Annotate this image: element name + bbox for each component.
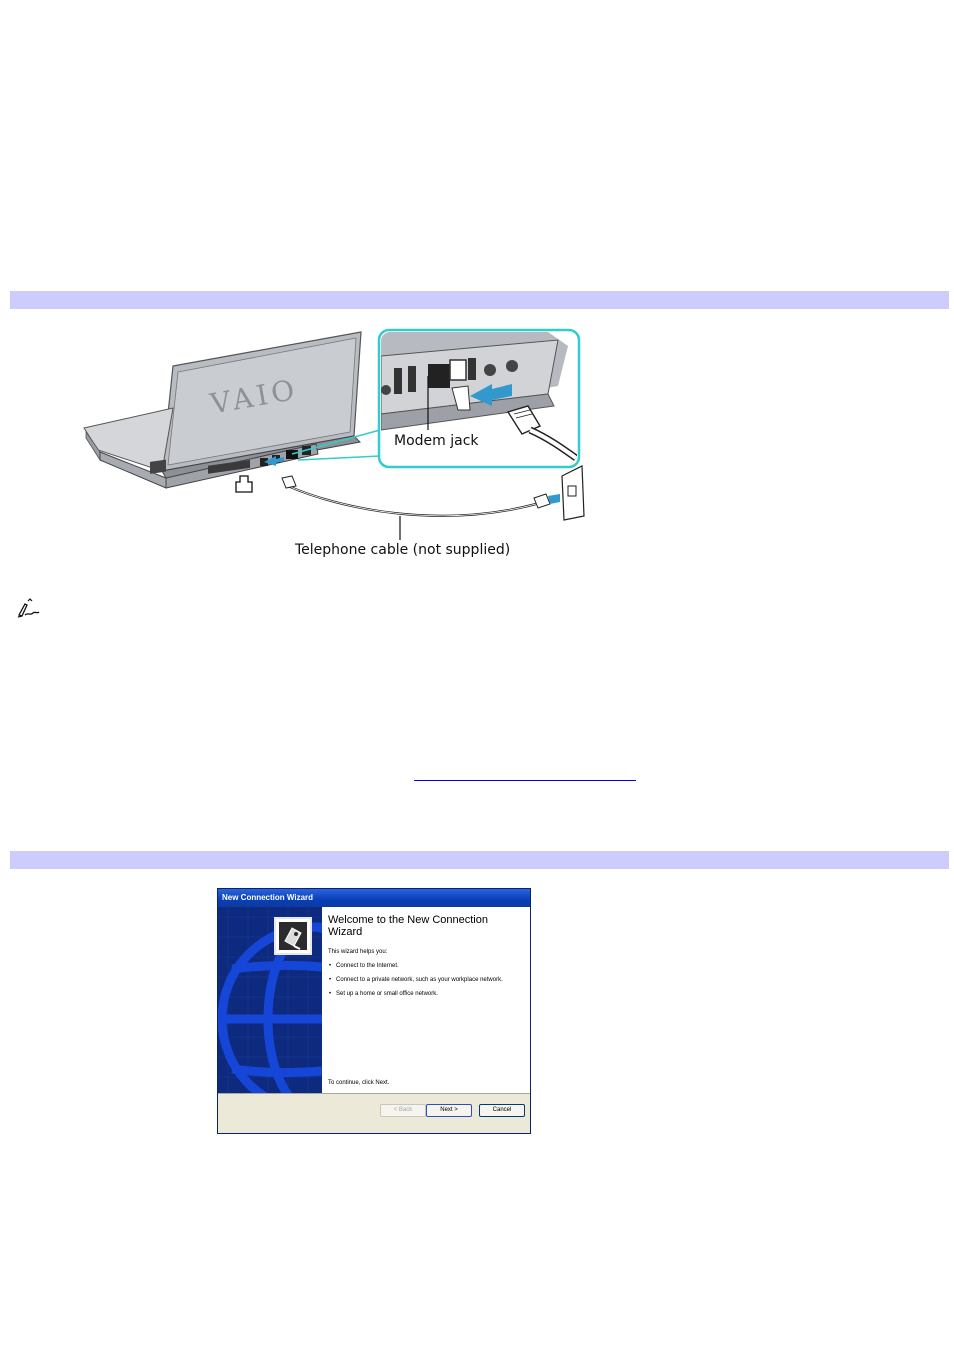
network-connection-icon xyxy=(274,917,312,955)
modem-jack-label: Modem jack xyxy=(394,433,479,449)
section-header-bar xyxy=(10,851,949,869)
next-button[interactable]: Next > xyxy=(426,1104,472,1117)
modem-connection-illustration xyxy=(78,326,590,566)
phone-port-icon xyxy=(236,476,252,492)
back-button[interactable]: < Back xyxy=(380,1104,426,1117)
laptop-modem-drawing xyxy=(78,326,590,566)
wizard-continue-text: To continue, click Next. xyxy=(328,1080,390,1086)
wizard-title-bar: New Connection Wizard xyxy=(218,889,530,907)
wizard-button-bar xyxy=(218,1093,530,1134)
svg-text:VAIO: VAIO xyxy=(207,372,301,421)
wizard-heading: Welcome to the New Connection Wizard xyxy=(328,914,488,938)
pencil-note-icon xyxy=(16,598,40,618)
wizard-option-list xyxy=(328,963,518,1005)
list-item: • Connect to the Internet. xyxy=(328,963,518,970)
cancel-button[interactable]: Cancel xyxy=(479,1104,525,1117)
list-item: • Connect to a private network, such as your workplace network. xyxy=(328,977,518,984)
new-connection-wizard-window xyxy=(217,888,531,1134)
wizard-content-panel xyxy=(322,907,530,1093)
section-header-bar xyxy=(10,291,949,309)
list-item: • Set up a home or small office network. xyxy=(328,991,518,998)
hyperlink[interactable] xyxy=(414,780,636,781)
wizard-intro-text: This wizard helps you: xyxy=(328,949,388,955)
wizard-side-panel xyxy=(218,907,322,1093)
telephone-cable-label: Telephone cable (not supplied) xyxy=(295,542,511,558)
